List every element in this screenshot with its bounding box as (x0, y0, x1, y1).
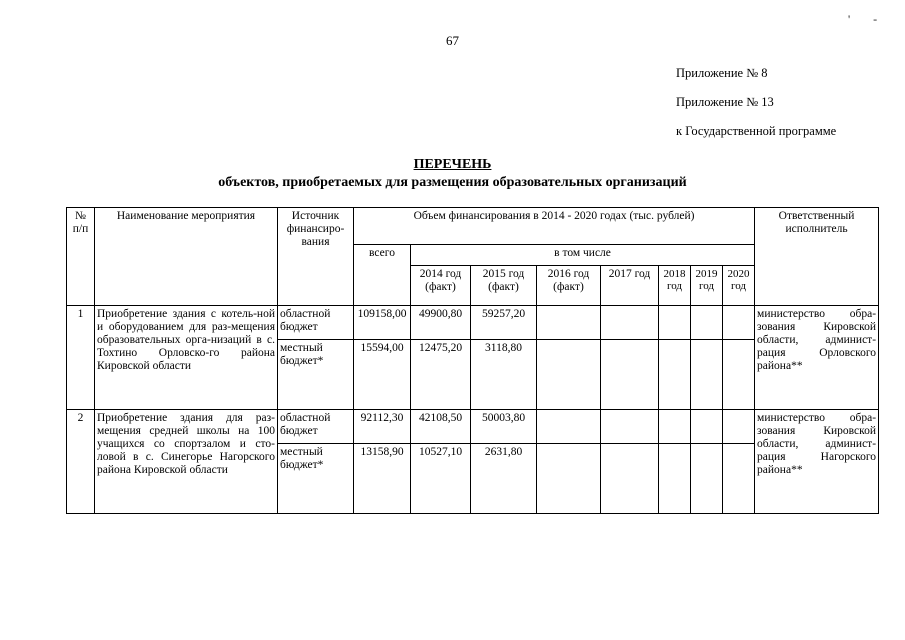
funding-total: 15594,00 (354, 340, 411, 410)
corner-marks: ' - (848, 12, 888, 26)
funding-2020 (723, 340, 755, 410)
funding-2018 (659, 410, 691, 444)
table-row (67, 306, 879, 340)
funding-total: 92112,30 (354, 410, 411, 444)
annex-line-1: Приложение № 8 (676, 66, 768, 80)
header-2020: 2020 год (723, 266, 755, 306)
header-2016: 2016 год (факт) (537, 266, 601, 306)
header-including: в том числе (411, 245, 755, 266)
header-2019: 2019 год (691, 266, 723, 306)
funding-source: местный бюджет* (278, 340, 354, 410)
funding-2014: 42108,50 (411, 410, 471, 444)
header-volume: Объем финансирования в 2014 - 2020 годах (тыс. рублей) (354, 208, 755, 245)
header-2015: 2015 год (факт) (471, 266, 537, 306)
header-2014: 2014 год (факт) (411, 266, 471, 306)
funding-2018 (659, 340, 691, 410)
header-2018: 2018 год (659, 266, 691, 306)
funding-2020 (723, 306, 755, 340)
table-row (67, 410, 879, 444)
funding-2014: 49900,80 (411, 306, 471, 340)
funding-source: областной бюджет (278, 306, 354, 340)
row-name: Приобретение здания для раз-мещения средней школы на 100 учащихся со спортзалом и сто-ловой в с. Синегорье Нагорского района Кировской области (95, 410, 278, 514)
funding-2014: 10527,10 (411, 444, 471, 514)
funding-2017 (601, 306, 659, 340)
funding-2015: 59257,20 (471, 306, 537, 340)
header-total: всего (354, 245, 411, 306)
funding-2017 (601, 410, 659, 444)
funding-2014: 12475,20 (411, 340, 471, 410)
header-source: Источник финансиро-вания (278, 208, 354, 306)
funding-2019 (691, 340, 723, 410)
row-num: 2 (67, 410, 95, 514)
funding-2020 (723, 444, 755, 514)
funding-2015: 2631,80 (471, 444, 537, 514)
row-executor: министерство обра-зования Кировской области, админист-рация Нагорского района** (755, 410, 879, 514)
objects-table (66, 207, 879, 514)
header-num: № п/п (67, 208, 95, 306)
funding-2015: 3118,80 (471, 340, 537, 410)
funding-total: 13158,90 (354, 444, 411, 514)
funding-2016 (537, 306, 601, 340)
funding-2017 (601, 444, 659, 514)
row-executor: министерство обра-зования Кировской области, админист-рация Орловского района** (755, 306, 879, 410)
header-executor: Ответственный исполнитель (755, 208, 879, 306)
funding-2020 (723, 410, 755, 444)
funding-source: областной бюджет (278, 410, 354, 444)
funding-2016 (537, 340, 601, 410)
header-name: Наименование мероприятия (95, 208, 278, 306)
funding-2019 (691, 410, 723, 444)
funding-2015: 50003,80 (471, 410, 537, 444)
row-name: Приобретение здания с котель-ной и оборудованием для раз-мещения образовательных орга-низаций в с. Тохтино Орловско-го района Кировской области (95, 306, 278, 410)
document-subtitle: объектов, приобретаемых для размещения образовательных организаций (218, 175, 687, 190)
funding-2019 (691, 444, 723, 514)
funding-total: 109158,00 (354, 306, 411, 340)
funding-2017 (601, 340, 659, 410)
annex-line-2: Приложение № 13 (676, 95, 774, 109)
funding-2016 (537, 410, 601, 444)
document-title: ПЕРЕЧЕНЬ (413, 157, 492, 172)
funding-2018 (659, 444, 691, 514)
header-2017: 2017 год (601, 266, 659, 306)
funding-source: местный бюджет* (278, 444, 354, 514)
row-num: 1 (67, 306, 95, 410)
page-number: 67 (446, 33, 459, 48)
annex-line-3: к Государственной программе (676, 124, 837, 138)
funding-2019 (691, 306, 723, 340)
funding-2016 (537, 444, 601, 514)
funding-2018 (659, 306, 691, 340)
